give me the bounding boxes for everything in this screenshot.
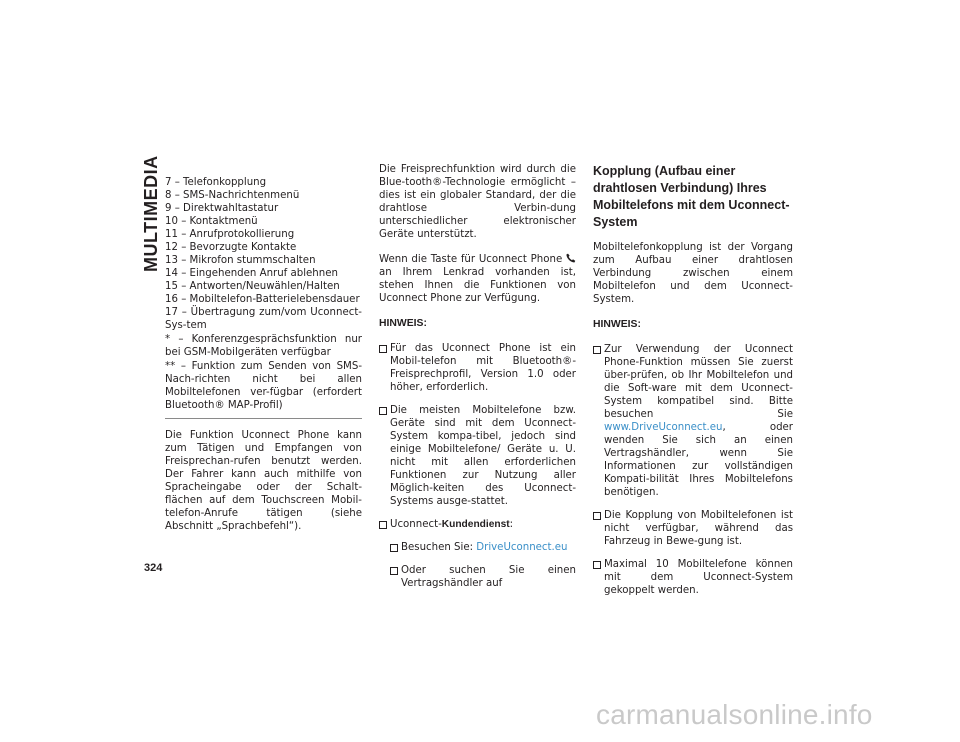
list-item: Uconnect-Kundendienst: [379,518,576,531]
legend-item: 10 – Kontaktmenü [165,216,258,227]
legend-item: 8 – SMS-Nachrichtenmenü [165,190,300,201]
footnote: * – Konferenzgesprächsfunktion nur bei GSM-Mobilgeräten verfügbar [165,334,362,358]
drive-uconnect-link[interactable]: DriveUconnect.eu [476,542,568,553]
steering-button-paragraph: Wenn die Taste für Uconnect Phone an Ihrem Lenkrad vorhanden ist, stehen Ihnen die Funktionen von Uconnect Phone zur Verfügung. [379,254,576,304]
list-item: Maximal 10 Mobiltelefone können mit dem Uconnect-System gekoppelt werden. [593,558,793,597]
footnote: ** – Funktion zum Senden von SMS-Nach-richten nicht bei allen Mobiltelefonen ver-fügbar (erfordert Bluetooth® MAP-Profil) [165,361,362,411]
checkbox-bullet-icon [390,567,398,575]
page-number: 324 [144,562,163,574]
list-item: Die Kopplung von Mobiltelefonen ist nicht verfügbar, während das Fahrzeug in Bewe-gung ist. [593,509,793,548]
section-heading: Kopplung (Aufbau einer drahtlosen Verbindung) Ihres Mobiltelefons mit dem Uconnect-System [593,164,790,229]
intro-paragraph: Die Funktion Uconnect Phone kann zum Tätigen und Empfangen von Freisprechan-rufen benutzt werden. Der Fahrer kann auch mithilfe von Spracheingabe oder der Schalt-flächen auf dem Touchscreen Mobil-telefon-Anrufe tätigen (siehe Abschnitt „Sprachbefehl“). [165,430,362,532]
checkbox-bullet-icon [390,544,398,552]
bluetooth-paragraph: Die Freisprechfunktion wird durch die Blue-tooth®-Technologie ermöglicht – dies ist ein globaler Standard, der die drahtlose Verbin-dung unterschiedlicher elektronischer Geräte unterstützt. [379,164,576,240]
list-item: Besuchen Sie: DriveUconnect.eu [390,541,576,554]
watermark: carmanualsonline.info [596,699,873,730]
legend-item: 7 – Telefonkopplung [165,177,267,188]
list-item: Für das Uconnect Phone ist ein Mobil-telefon mit Bluetooth®-Freisprechprofil, Version 1.0 oder höher, erforderlich. [379,342,576,394]
pairing-paragraph: Mobiltelefonkopplung ist der Vorgang zum Aufbau einer drahtlosen Verbindung zwischen einem Mobiltelefon und dem Uconnect-System. [593,242,793,305]
legend-item: 17 – Übertragung zum/vom Uconnect-Sys-tem [165,307,362,331]
section-label: MULTIMEDIA [141,155,161,272]
list-item: Die meisten Mobiltelefone bzw. Geräte sind mit dem Uconnect-System kompa-tibel, jedoch sind einige Mobiltelefone/ Geräte u. U. nicht mit allen erforderlichen Funktionen zur Nutzung aller Möglich-keiten des Uconnect-Systems ausge-stattet. [379,404,576,508]
legend-item: 13 – Mikrofon stummschalten [165,255,316,266]
phone-icon [566,253,576,263]
checkbox-bullet-icon [593,512,601,520]
checkbox-bullet-icon [379,521,387,529]
list-item: Oder suchen Sie einen Vertragshändler auf [390,564,576,590]
checkbox-bullet-icon [593,561,601,569]
column-3 [593,163,793,607]
column-2 [379,163,576,600]
checkbox-bullet-icon [379,407,387,415]
checkbox-bullet-icon [593,346,601,354]
legend-item: 15 – Antworten/Neuwählen/Halten [165,281,340,292]
legend-item: 16 – Mobiltelefon-Batterielebensdauer [165,294,360,305]
legend-item: 14 – Eingehenden Anruf ablehnen [165,268,338,279]
legend-item: 11 – Anrufprotokollierung [165,229,295,240]
divider [165,418,362,419]
checkbox-bullet-icon [379,345,387,353]
note-list [379,342,576,590]
list-item: Zur Verwendung der Uconnect Phone-Funktion müssen Sie zuerst über-prüfen, ob Ihr Mobiltelefon und die Soft-ware mit dem Uconnect-System kompatibel sind. Bitte besuchen Sie www.DriveUconnect.eu, oder wenden Sie sich an einen Vertragshändler, wenn Sie Informationen zur vollständigen Kompati-bilität Ihres Mobiltelefons benötigen. [593,343,793,499]
column-1 [165,176,362,545]
drive-uconnect-web-link[interactable]: www.DriveUconnect.eu [604,422,723,433]
note-heading: HINWEIS: [379,318,427,329]
note-list [593,343,793,597]
note-heading: HINWEIS: [593,319,641,330]
legend-item: 9 – Direktwahltastatur [165,203,279,214]
legend-item: 12 – Bevorzugte Kontakte [165,242,297,253]
